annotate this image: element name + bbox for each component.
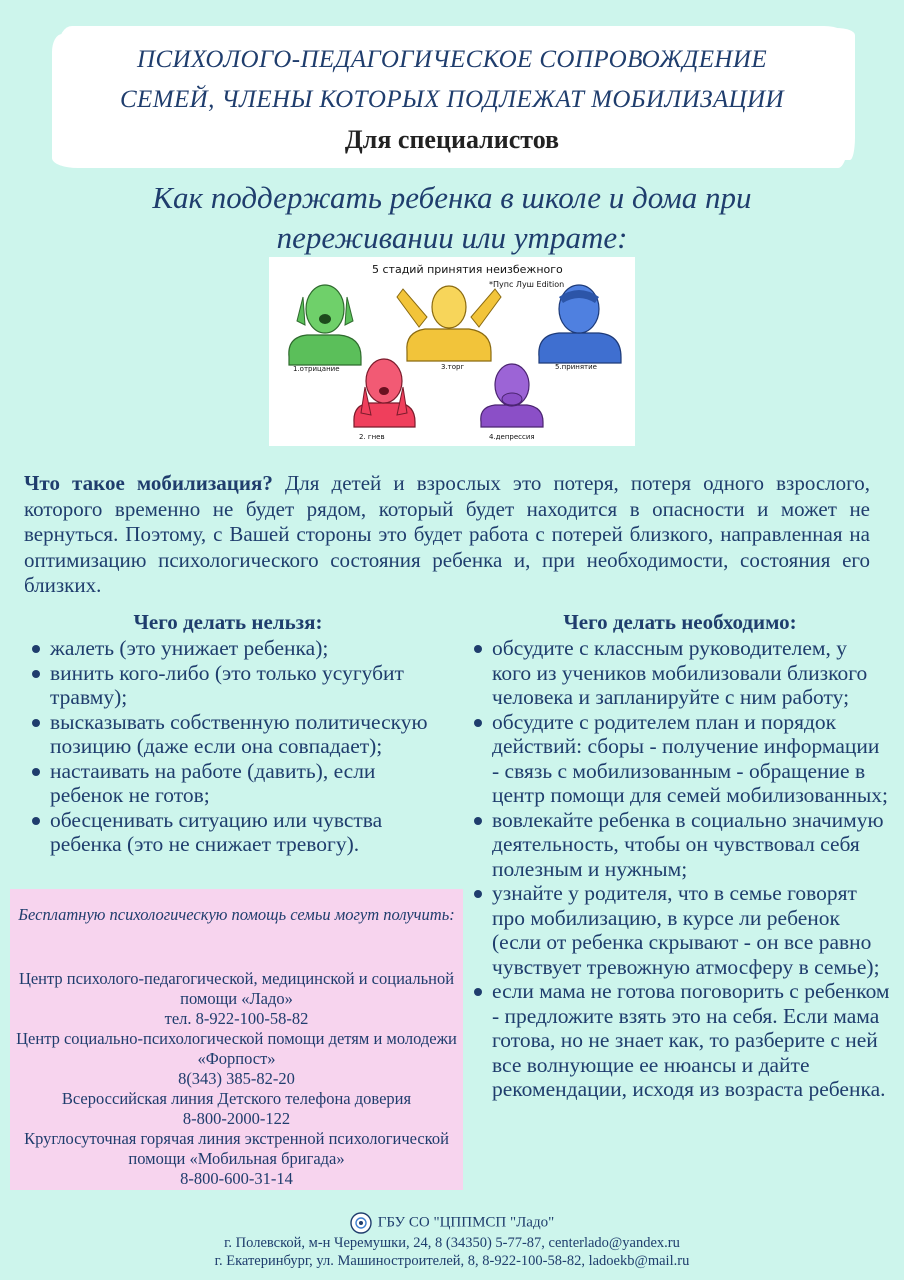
figure-acceptance xyxy=(539,285,621,363)
subtitle-line2: переживании или утрате: xyxy=(276,220,628,255)
header-title-line2: СЕМЕЙ, ЧЛЕНЫ КОТОРЫХ ПОДЛЕЖАТ МОБИЛИЗАЦИИ xyxy=(119,86,784,113)
do-item: обсудите с классным руководителем, у кого из учеников мобилизовали близкого человека и запланируйте с ним работу; xyxy=(470,636,890,710)
dont-list xyxy=(28,636,428,857)
do-title: Чего делать необходимо: xyxy=(563,610,797,634)
stage-label-4: 4.депрессия xyxy=(489,433,535,441)
footer-address-2: г. Екатеринбург, ул. Машиностроителей, 8, 8-922-100-58-82, ladoekb@mail.ru xyxy=(214,1253,690,1269)
dont-item: винить кого-либо (это только усугубит травму); xyxy=(28,661,428,710)
footer-org xyxy=(0,1212,904,1234)
help-center1-phone: тел. 8-922-100-58-82 xyxy=(164,1009,309,1028)
help-center1: Центр психолого-педагогической, медицинской и социальной помощи «Ладо» xyxy=(18,969,455,1008)
do-list xyxy=(470,636,890,1102)
stage-label-3: 3.торг xyxy=(441,363,465,371)
help-line3: Всероссийская линия Детского телефона доверия xyxy=(61,1089,412,1108)
help-line3-phone: 8-800-2000-122 xyxy=(182,1109,291,1128)
stage-label-2: 2. гнев xyxy=(359,433,385,441)
dont-item: высказывать собственную политическую позицию (даже если она совпадает); xyxy=(28,710,428,759)
figure-depression xyxy=(481,364,543,427)
intro-text: Для детей и взрослых это потеря, потеря одного взрослого, которого временно не будет рядом, который будет находится в опасности и может не вернуться. Поэтому, с Вашей стороны это будет работа с потерей близкого, направленная на оптимизацию психологического состояния ребенка и, при необходимости, состояния его близких. xyxy=(24,471,870,597)
help-center2: Центр социально-психологической помощи детям и молодежи «Форпост» xyxy=(16,1029,457,1068)
dont-item: жалеть (это унижает ребенка); xyxy=(28,636,428,661)
stage-label-1: 1.отрицание xyxy=(293,365,340,373)
intro-lead: Что такое мобилизация? xyxy=(24,471,273,495)
stage-label-5: 5.принятие xyxy=(555,363,597,371)
illustration-title: 5 стадий принятия неизбежного xyxy=(372,263,563,276)
dont-item: настаивать на работе (давить), если ребенок не готов; xyxy=(28,759,428,808)
audience-label: Для специалистов xyxy=(344,125,560,154)
help-center2-phone: 8(343) 385-82-20 xyxy=(178,1069,295,1088)
illustration-edition: *Пупс Луш Edition xyxy=(489,280,565,289)
help-line4-phone: 8-800-600-31-14 xyxy=(180,1169,293,1188)
do-item: вовлекайте ребенка в социально значимую деятельность, чтобы он чувствовал себя полезным и нужным; xyxy=(470,808,890,882)
dont-item: обесценивать ситуацию или чувства ребенка (это не снижает тревогу). xyxy=(28,808,428,857)
dont-title: Чего делать нельзя: xyxy=(133,610,323,634)
help-title: Бесплатную психологическую помощь семьи могут получить: xyxy=(18,905,455,924)
figure-denial xyxy=(289,285,361,365)
intro-paragraph xyxy=(24,471,870,599)
do-item: узнайте у родителя, что в семье говорят про мобилизацию, в курсе ли ребенок (если от ребенка скрывают - он все равно чувствует тревожную атмосферу в семье); xyxy=(470,881,890,979)
subtitle-line1: Как поддержать ребенка в школе и дома при xyxy=(152,180,752,215)
footer-address-1: г. Полевской, м-н Черемушки, 24, 8 (34350) 5-77-87, centerlado@yandex.ru xyxy=(224,1235,680,1251)
do-item: обсудите с родителем план и порядок действий: сборы - получение информации - связь с мобилизованным - обращение в центр помощи для семей мобилизованных; xyxy=(470,710,890,808)
footer-org-name: ГБУ СО "ЦППМСП "Ладо" xyxy=(377,1214,555,1231)
figure-anger xyxy=(354,359,415,427)
help-contacts-box xyxy=(10,889,463,1190)
help-line4: Круглосуточная горячая линия экстренной психологической помощи «Мобильная бригада» xyxy=(24,1129,449,1168)
header-title-line1: ПСИХОЛОГО-ПЕДАГОГИЧЕСКОЕ СОПРОВОЖДЕНИЕ xyxy=(136,46,767,73)
stages-of-grief-illustration xyxy=(269,257,635,446)
figure-bargaining xyxy=(397,286,501,361)
organization-logo-icon xyxy=(350,1212,372,1234)
do-item: если мама не готова поговорить с ребенком - предложите взять это на себя. Если мама готова, но не знает как, то разберите с ней все волнующие ее нюансы и дайте рекомендации, исходя из возраста ребенка. xyxy=(470,979,890,1102)
